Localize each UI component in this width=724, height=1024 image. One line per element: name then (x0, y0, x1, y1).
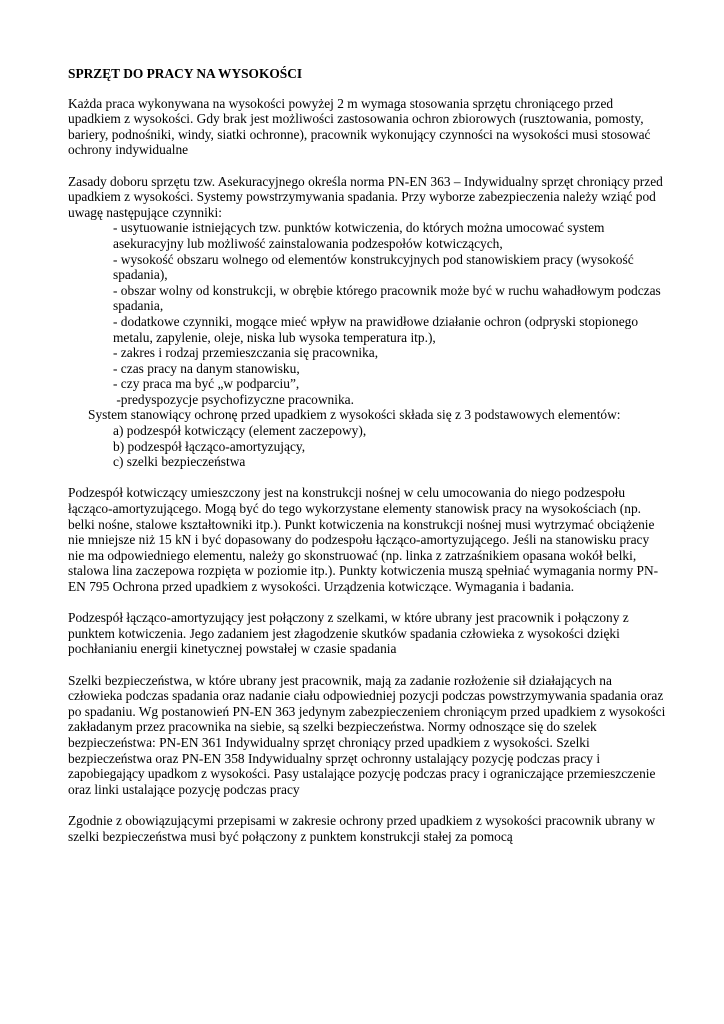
list-item: - obszar wolny od konstrukcji, w obrębie którego pracownik może być w ruchu wahadłowym podczas spadania, (113, 282, 661, 314)
selection-rules-intro: Zasady doboru sprzętu tzw. Asekuracyjnego określa norma PN-EN 363 – Indywidualny sprzęt chroniący przed upadkiem z wysokości. Systemy powstrzymywania spadania. Przy wyborze zabezpieczenia należy wziąć pod uwagę następujące czynniki: (68, 173, 663, 220)
list-item: - dodatkowe czynniki, mogące mieć wpływ na prawidłowe działanie ochron (odpryski stopionego metalu, zapylenie, oleje, niska lub wysoka temperatura itp.), (113, 313, 639, 345)
document-page (68, 66, 668, 860)
list-item: - usytuowanie istniejących tzw. punktów kotwiczenia, do których można umocować system asekuracyjny lub możliwość zainstalowania podzespołów kotwiczących, (113, 220, 605, 251)
page-title: SPRZĘT DO PRACY NA WYSOKOŚCI (68, 66, 303, 81)
components-list (68, 423, 668, 470)
paragraph-selection-rules (68, 174, 668, 470)
list-item: - wysokość obszaru wolnego od elementów konstrukcyjnych pod stanowiskiem pracy (wysokość spadania), (113, 251, 634, 283)
system-intro: System stanowiący ochronę przed upadkiem z wysokości składa się z 3 podstawowych elementów: (88, 407, 621, 423)
list-item: b) podzespół łącząco-amortyzujący, (113, 438, 306, 454)
paragraph-connector: Podzespół łącząco-amortyzujący jest połączony z szelkami, w które ubrany jest pracownik i połączony z punktem kotwiczenia. Jego zadaniem jest złagodzenie skutków spadania człowieka z wysokości dzięki pochłanianiu energii kinetycznej powstałej w czasie spadania (68, 610, 629, 657)
factors-list (68, 220, 668, 407)
list-item: - zakres i rodzaj przemieszczania się pracownika, (113, 345, 379, 361)
list-item: - czy praca ma być „w podparciu”, (113, 376, 300, 392)
list-item: a) podzespół kotwiczący (element zaczepowy), (113, 423, 367, 439)
paragraph-regulations: Zgodnie z obowiązującymi przepisami w zakresie ochrony przed upadkiem z wysokości pracownik ubrany w szelki bezpieczeństwa musi być połączony z punktem konstrukcji stałej za pomocą (68, 812, 656, 844)
paragraph-harness: Szelki bezpieczeństwa, w które ubrany jest pracownik, mają za zadanie rozłożenie sił działających na człowieka podczas spadania oraz nadanie ciału odpowiedniej pozycji podczas powstrzymywania spadania oraz po spadaniu. Wg postanowień PN-EN 363 jedynym zabezpieczeniem chroniącym przed upadkiem z wysokości zakładanym przez pracownika na siebie, są szelki bezpieczeństwa. Normy odnoszące się do szelek bezpieczeństwa: PN-EN 361 Indywidualny sprzęt chroniący przed upadkiem z wysokości. Szelki bezpieczeństwa oraz PN-EN 358 Indywidualny sprzęt ochronny ustalający pozycję podczas pracy i zapobiegający upadkom z wysokości. Pasy ustalające pozycję podczas pracy i ograniczające przemieszczenie oraz linki ustalające pozycję podczas pracy (68, 672, 666, 797)
list-item: -predyspozycje psychofizyczne pracownika. (113, 391, 354, 407)
paragraph-anchor: Podzespół kotwiczący umieszczony jest na konstrukcji nośnej w celu umocowania do niego podzespołu łącząco-amortyzującego. Mogą być do tego wykorzystane elementy stanowisk pracy na wysokościach (np. belki nośne, stalowe kształtowniki itp.). Punkt kotwiczenia na konstrukcji nośnej musi wytrzymać obciążenie nie mniejsze niż 15 kN i być dopasowany do podzespołu łącząco-amortyzującego. Jeśli na stanowisku pracy nie ma odpowiedniego elementu, należy go skonstruować (np. linka z zatrzaśnikiem opasana wokół belki, stalowa lina zaczepowa rozpięta w poziomie itp.). Punkty kotwiczenia muszą spełniać wymagania normy PN-EN 795 Ochrona przed upadkiem z wysokości. Urządzenia kotwiczące. Wymagania i badania. (68, 485, 659, 594)
paragraph-intro: Każda praca wykonywana na wysokości powyżej 2 m wymaga stosowania sprzętu chroniącego przed upadkiem z wysokości. Gdy brak jest możliwości zastosowania ochron zbiorowych (rusztowania, pomosty, bariery, podnośniki, windy, siatki ochronne), pracownik wykonujący czynności na wysokości musi stosować ochrony indywidualne (68, 95, 651, 158)
list-item: c) szelki bezpieczeństwa (113, 454, 246, 470)
list-item: - czas pracy na danym stanowisku, (113, 360, 300, 376)
